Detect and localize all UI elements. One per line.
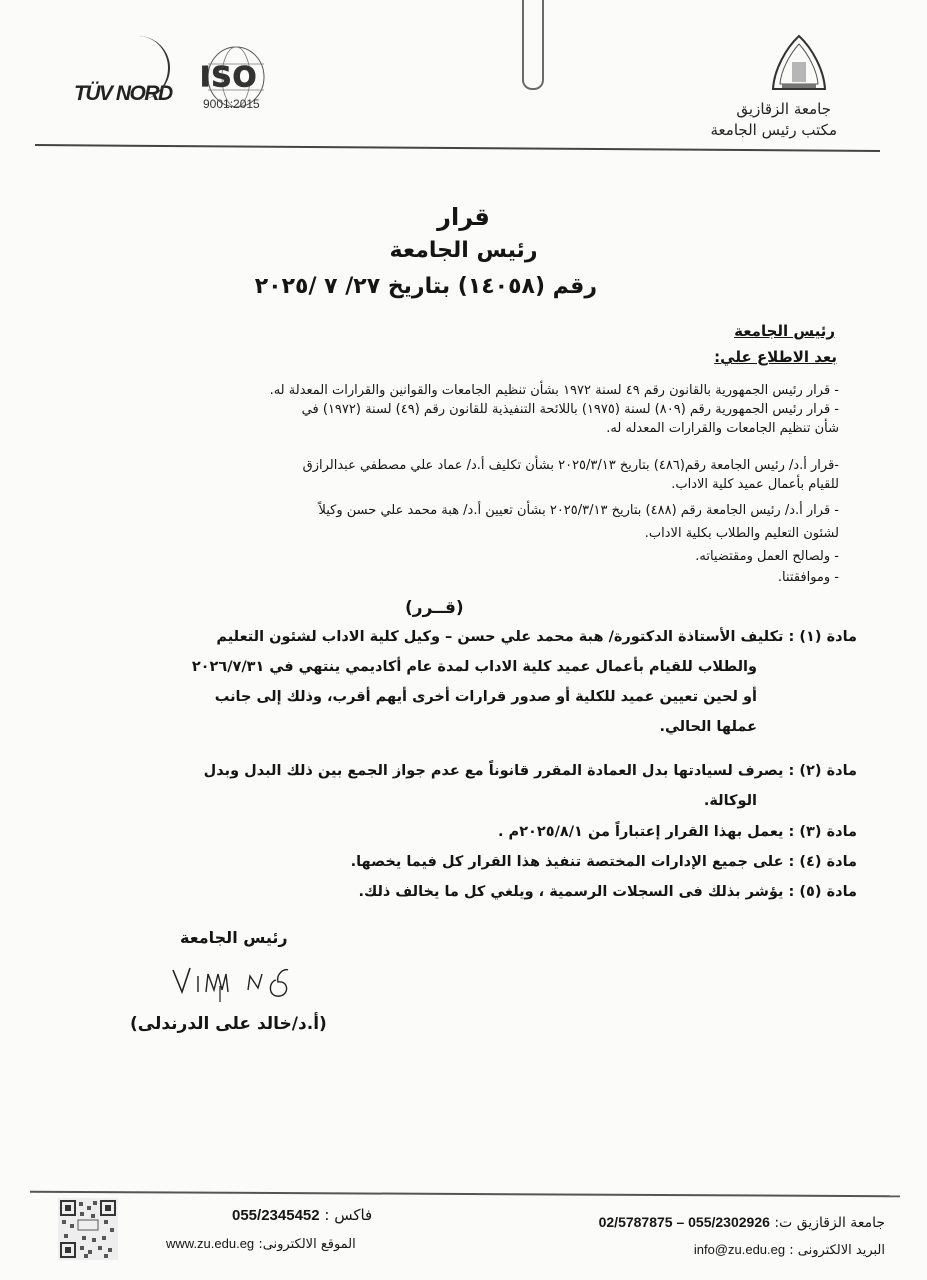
iso-label: ISO [200,60,258,93]
decision-title: قرار [437,203,490,231]
article-text: أو لحين تعيين عميد للكلية أو صدور قرارات أخرى أيهم أقرب، وذلك إلى جانب [214,689,757,705]
article-text: يؤشر بذلك فى السجلات الرسمية ، ويلغي كل ما يخالف ذلك. [358,884,784,900]
preamble-line: شأن تنظيم الجامعات والقرارات المعدله له. [606,421,839,436]
footer-phones: 02/5787875 – 055/2302926 [598,1214,770,1230]
decree-heading: (قــرر) [405,598,464,618]
university-name: جامعة الزقازيق [736,100,831,118]
footer-email-link[interactable]: info@zu.edu.eg [693,1242,786,1257]
footer-website-row [166,1236,356,1252]
signer-name: (أ.د/خالد على الدرندلى) [130,1014,327,1034]
footer-phone-label: جامعة الزقازيق ت: [774,1215,885,1231]
preamble-line: -قرار أ.د/ رئيس الجامعة رقم(٤٨٦) بتاريخ ٢٠٢٥/٣/١٣ بشأن تكليف أ.د/ عماد علي مصطفي عبدالرازق [302,458,839,473]
preamble-line: - ولصالح العمل ومقتضياته. [695,549,839,564]
preamble-line: - قرار أ.د/ رئيس الجامعة رقم (٤٨٨) بتاريخ ٢٠٢٥/٣/١٣ بشأن تعيين أ.د/ هبة محمد علي حسن وكيلاً [318,503,839,518]
footer-divider [30,1191,900,1198]
article-label: مادة (٥) : [788,884,857,900]
article-text: على جميع الإدارات المختصة تنفيذ هذا القرار كل فيما يخصها. [350,854,784,870]
paperclip-mark [522,0,544,90]
preamble-line: - وموافقتنا. [777,570,839,585]
article-label: مادة (٣) : [788,824,857,840]
footer-email-label: البريد الالكترونى : [789,1243,885,1258]
footer-fax-row [232,1206,372,1224]
issuer-subheading: رئيس الجامعة [734,322,835,340]
header-divider [35,144,880,152]
article-5 [97,877,857,907]
article-text: والطلاب للقيام بأعمال عميد كلية الاداب لمدة عام أكاديمي ينتهي في ٢٠٢٦/٧/٣١ [191,659,757,675]
handwritten-signature-icon [168,962,308,1002]
footer-fax-number: 055/2345452 [232,1207,320,1224]
office-name: مكتب رئيس الجامعة [710,121,837,139]
preamble-line: للقيام بأعمال عميد كلية الاداب. [671,477,839,492]
preamble-line: - قرار رئيس الجمهورية رقم (٨٠٩) لسنة (١٩٧٥) باللائحة التنفيذية للقانون رقم (٤٩) لسنة (١٩٧٢) في [301,402,839,417]
footer-email-row [694,1242,885,1258]
article-text: يعمل بهذا القرار إعتباراً من ٢٠٢٥/٨/١م . [498,824,784,840]
article-3 [97,817,857,847]
footer-website-link[interactable]: www.zu.edu.eg [166,1236,255,1251]
footer-fax-label: فاكس : [324,1206,373,1224]
footer-university-phones [599,1214,885,1231]
footer-website-label: الموقع الالكترونى: [258,1237,356,1252]
after-review-subheading: بعد الاطلاع علي: [714,348,837,366]
zagazig-university-emblem-icon [768,34,830,96]
signature-title: رئيس الجامعة [180,928,288,947]
tuv-nord-logo: TÜV NORD [74,82,172,105]
article-2 [97,756,857,816]
article-text: عملها الحالي. [659,719,757,735]
article-label: مادة (١) : [788,629,857,645]
decision-number-date: رقم (١٤٠٥٨) بتاريخ ٢٧/ ٧ /٢٠٢٥ [254,274,597,299]
article-1 [97,622,857,742]
article-4 [97,847,857,877]
article-text: تكليف الأستاذة الدكتورة/ هبة محمد علي حسن – وكيل كلية الاداب لشئون التعليم [216,629,784,645]
issuer-title: رئيس الجامعة [389,238,538,263]
qr-code-icon [58,1198,118,1260]
iso-standard: 9001:2015 [203,97,260,111]
preamble-line: لشئون التعليم والطلاب بكلية الاداب. [644,526,839,541]
preamble-line: - قرار رئيس الجمهورية بالقانون رقم ٤٩ لسنة ١٩٧٢ بشأن تنظيم الجامعات والقوانين والقرارات المعدلة له. [269,383,839,398]
article-label: مادة (٢) : [788,763,857,779]
article-text: يصرف لسيادتها بدل العمادة المقرر قانوناً مع عدم جواز الجمع بين ذلك البدل وبدل [203,763,784,779]
article-label: مادة (٤) : [788,854,857,870]
article-text: الوكالة. [703,793,757,809]
